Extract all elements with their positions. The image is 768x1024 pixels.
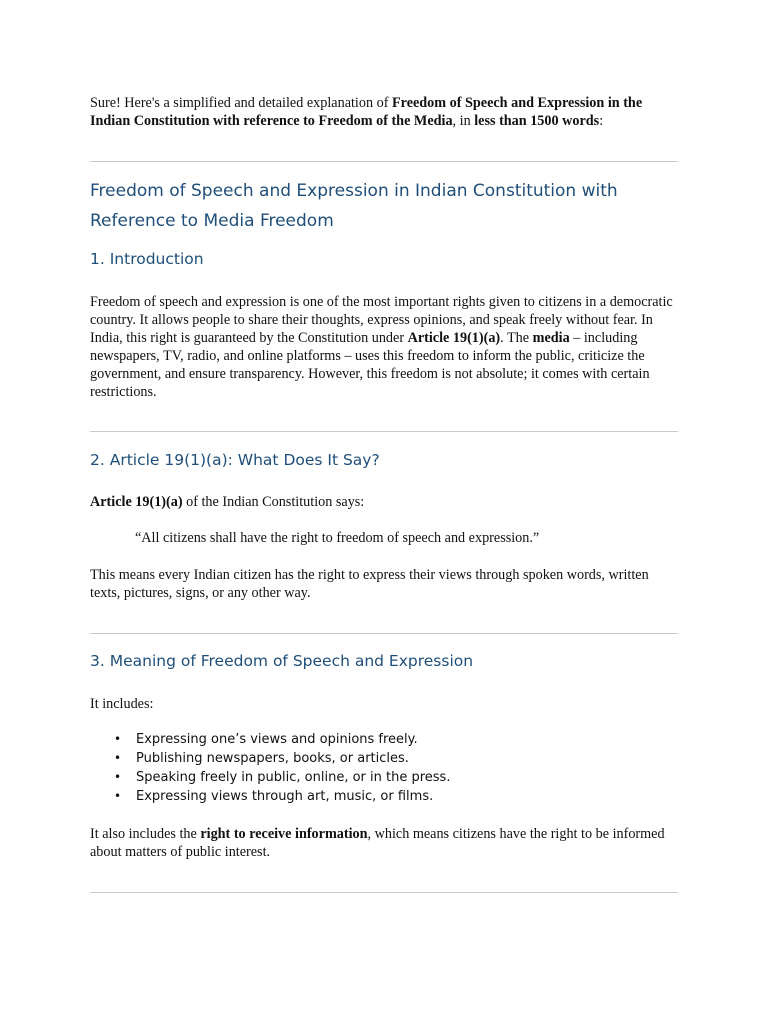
list-item: • Publishing newspapers, books, or articles. — [114, 751, 409, 766]
intro-body-text-3: – including newspapers, TV, radio, and online platforms – uses this freedom to inform the public, criticize the government, and ensure transparency. However, this freedom is not absolute; it comes with certain restrictions. — [90, 330, 650, 400]
intro-body-bold-media: media — [532, 330, 570, 346]
bullet-icon: • — [114, 732, 122, 746]
divider — [90, 431, 678, 432]
intro-text-1: Sure! Here's a simplified and detailed explanation of — [90, 95, 392, 111]
intro-body-text-2: . The — [500, 330, 533, 346]
article-paragraph — [90, 493, 680, 511]
includes-list — [90, 730, 680, 806]
bullet-icon: • — [114, 789, 122, 803]
bullet-icon: • — [114, 770, 122, 784]
section-heading-meaning: 3. Meaning of Freedom of Speech and Expression — [90, 652, 474, 670]
list-item: • Expressing one’s views and opinions freely. — [114, 732, 418, 747]
divider — [90, 633, 678, 634]
article-text: of the Indian Constitution says: — [182, 494, 365, 510]
includes-lead: It includes: — [90, 696, 154, 712]
intro-body-text-1: Freedom of speech and expression is one of the most important rights given to citizens in a democratic country. It allows people to share their thoughts, express opinions, and speak freely without fear. In India, this right is guaranteed by the Constitution under — [90, 294, 673, 346]
receive-information-paragraph — [90, 825, 680, 861]
list-item: • Speaking freely in public, online, or in the press. — [114, 770, 451, 785]
page-title: Freedom of Speech and Expression in Indian Constitution with Reference to Media Freedom — [90, 181, 618, 231]
intro-body-bold-article: Article 19(1)(a) — [407, 330, 501, 346]
intro-bold-limit: less than 1500 words — [474, 113, 600, 129]
list-item: • Expressing views through art, music, or films. — [114, 789, 434, 804]
receive-text-1: It also includes the — [90, 826, 201, 842]
article-meaning-paragraph: This means every Indian citizen has the right to express their views through spoken words, written texts, pictures, signs, or any other way. — [90, 567, 649, 601]
section-heading-introduction: 1. Introduction — [90, 250, 204, 268]
introduction-paragraph — [90, 293, 680, 401]
intro-text-2: , in — [452, 113, 475, 129]
receive-text-2: , which means citizens have the right to be informed about matters of public interest. — [90, 826, 665, 860]
intro-paragraph — [90, 94, 680, 130]
intro-text-3: : — [599, 113, 604, 129]
article-bold: Article 19(1)(a) — [90, 494, 183, 510]
divider — [90, 892, 678, 893]
article-quote: “All citizens shall have the right to freedom of speech and expression.” — [135, 530, 540, 546]
section-heading-article-19: 2. Article 19(1)(a): What Does It Say? — [90, 451, 380, 469]
intro-bold-topic: Freedom of Speech and Expression in the Indian Constitution with reference to Freedom of the Media — [90, 95, 643, 129]
receive-bold: right to receive information — [200, 826, 368, 842]
divider — [90, 161, 678, 162]
bullet-icon: • — [114, 751, 122, 765]
